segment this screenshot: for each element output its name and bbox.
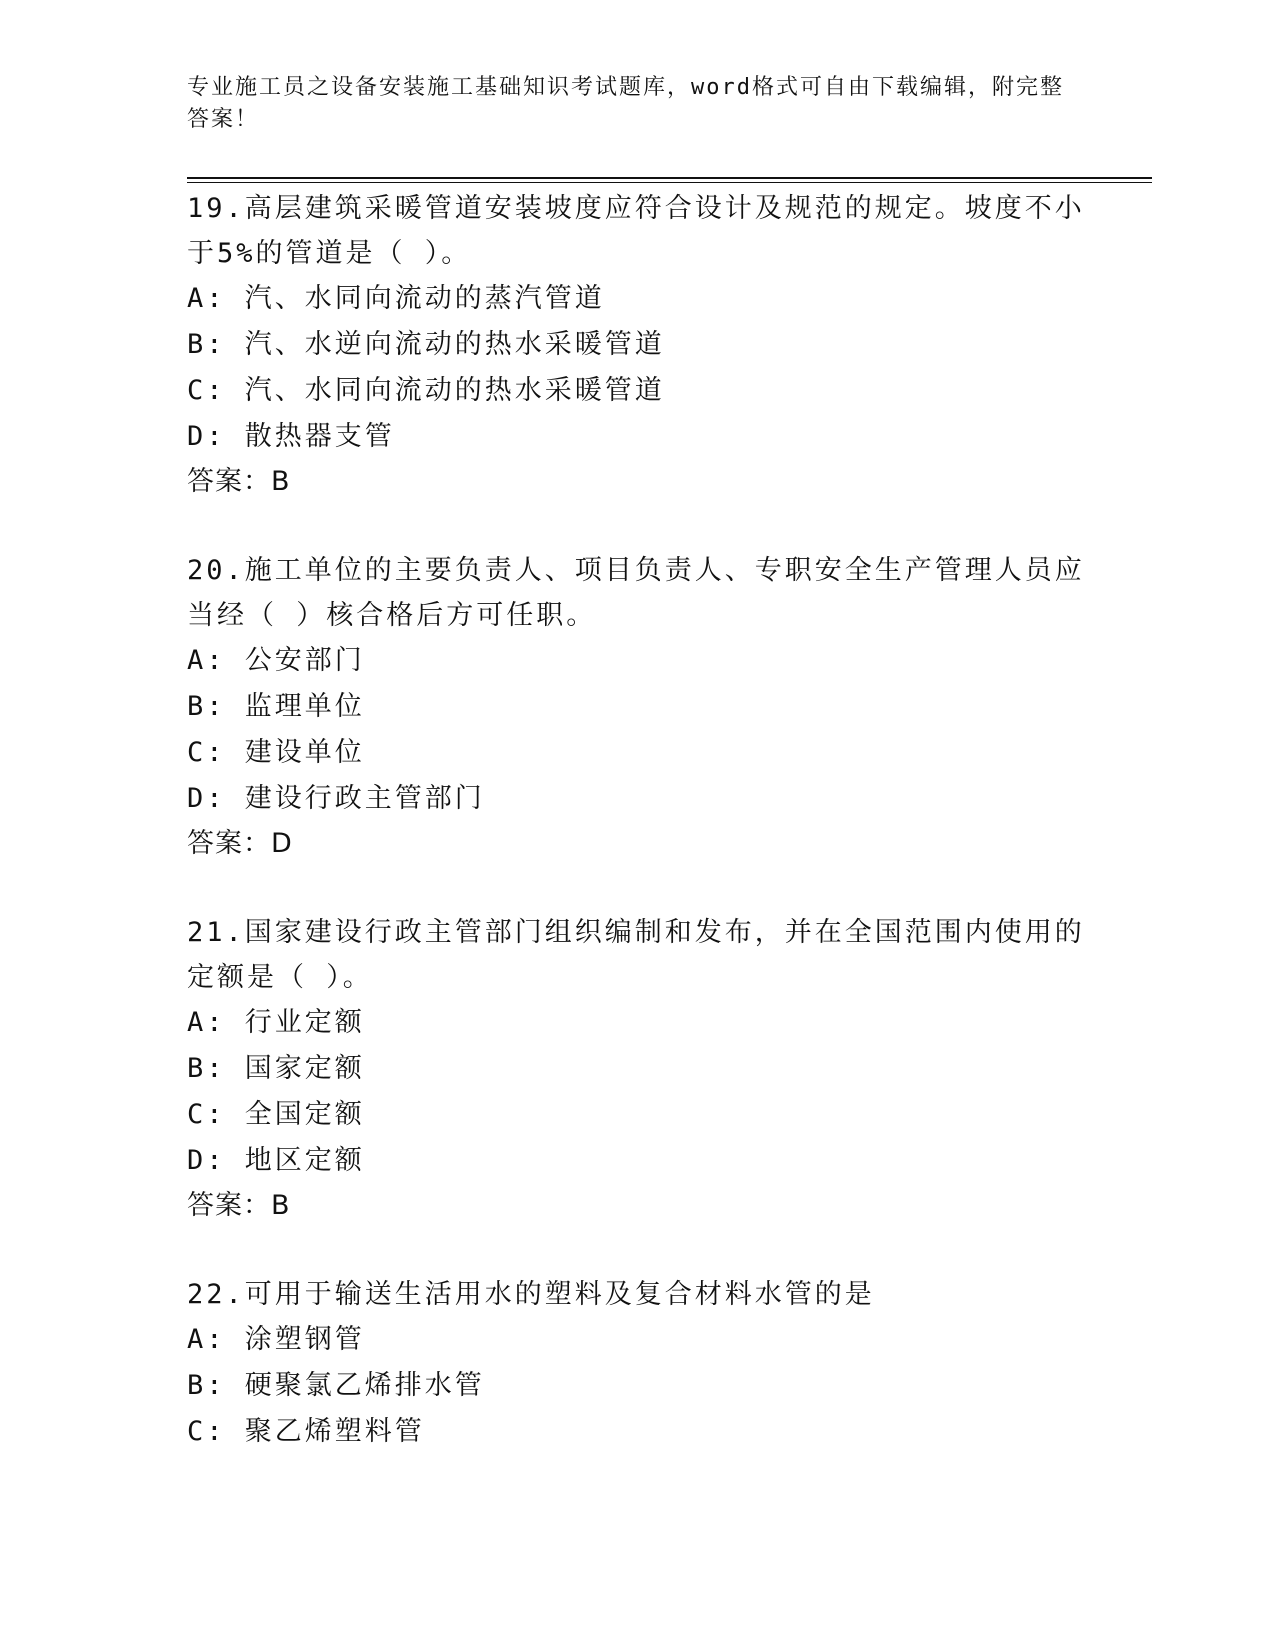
document-header: 专业施工员之设备安装施工基础知识考试题库，word格式可自由下载编辑，附完整答案！ xyxy=(187,75,1064,132)
option-a: A: 公安部门 xyxy=(187,645,365,676)
option-b: B: 硬聚氯乙烯排水管 xyxy=(187,1370,485,1401)
header-divider-thick xyxy=(187,177,1152,179)
option-a: A: 涂塑钢管 xyxy=(187,1324,365,1355)
option-a: A: 行业定额 xyxy=(187,1007,365,1038)
option-c: C: 全国定额 xyxy=(187,1099,365,1130)
question-stem: 20.施工单位的主要负责人、项目负责人、专职安全生产管理人员应当经（ ）核合格后方可任职。 xyxy=(187,555,1085,631)
option-b: B: 国家定额 xyxy=(187,1053,365,1084)
option-c: C: 聚乙烯塑料管 xyxy=(187,1416,425,1447)
answer-line: 答案：D xyxy=(187,828,293,859)
question-20 xyxy=(187,548,1087,866)
option-a: A: 汽、水同向流动的蒸汽管道 xyxy=(187,283,605,314)
answer-line: 答案：B xyxy=(187,1190,291,1221)
option-d: D: 建设行政主管部门 xyxy=(187,783,485,814)
question-stem: 22.可用于输送生活用水的塑料及复合材料水管的是 xyxy=(187,1279,875,1310)
question-21 xyxy=(187,910,1087,1228)
option-d: D: 地区定额 xyxy=(187,1145,365,1176)
option-d: D: 散热器支管 xyxy=(187,421,395,452)
option-c: C: 汽、水同向流动的热水采暖管道 xyxy=(187,375,665,406)
question-22 xyxy=(187,1272,1087,1455)
question-list xyxy=(187,186,1087,1499)
question-stem: 21.国家建设行政主管部门组织编制和发布，并在全国范围内使用的定额是（ ）。 xyxy=(187,917,1085,993)
header-divider-thin xyxy=(187,182,1152,183)
question-stem: 19.高层建筑采暖管道安装坡度应符合设计及规范的规定。坡度不小于5%的管道是（ ）。 xyxy=(187,193,1085,269)
option-b: B: 监理单位 xyxy=(187,691,365,722)
answer-line: 答案：B xyxy=(187,466,291,497)
option-b: B: 汽、水逆向流动的热水采暖管道 xyxy=(187,329,665,360)
question-19 xyxy=(187,186,1087,504)
option-c: C: 建设单位 xyxy=(187,737,365,768)
